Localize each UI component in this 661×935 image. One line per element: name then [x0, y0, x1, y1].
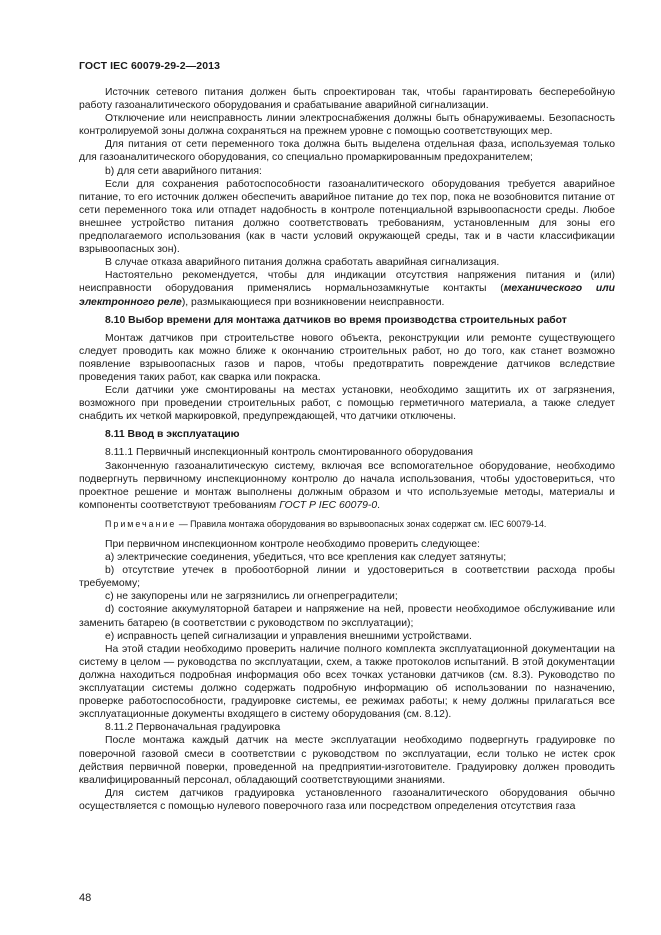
paragraph: В случае отказа аварийного питания должна сработать аварийная сигнализация. — [105, 257, 500, 269]
document-header: ГОСТ IEC 60079-29-2—2013 — [79, 60, 221, 72]
section-heading-8-11: 8.11 Ввод в эксплуатацию — [105, 429, 240, 441]
list-item: а) электрические соединения, убедиться, что все крепления как следует затянуты; — [105, 552, 507, 564]
paragraph: Источник сетевого питания должен быть спроектирован так, чтобы гарантировать бесперебойную работу газоаналитического оборудования и срабатывание аварийной сигнализации. — [79, 87, 615, 112]
paragraph: Если для сохранения работоспособности газоаналитического оборудования требуется аварийное питание, то его источник должен обеспечить аварийное питание до тех пор, пока не возобновится питание от сети переменного тока или отпадет надобность в контроле потенциальной взрывоопасности среды. Любое внешнее устройство питания должно соответствовать требованиям, установленным для зоны его предполагаемого использования (как в части условий окружающей среды, так и в части классификации взрывоопасных зон). — [79, 178, 615, 256]
section-heading-8-10: 8.10 Выбор времени для монтажа датчиков во время производства строительных работ — [105, 314, 567, 326]
paragraph: После монтажа каждый датчик на месте эксплуатации необходимо подвергнуть градуировке по поверочной газовой смеси в соответствии с руководством по эксплуатации, если только не истек срок действия первичной поверки, проведенной на предприятии-изготовителе. Градуировку должен проводить квалифицированный персонал, обладающий соответствующими знаниями. — [79, 735, 615, 786]
paragraph: Если датчики уже смонтированы на местах установки, необходимо защитить их от загрязнения, возможного при проведении строительных работ, с помощью герметичного материала, а также следует снабдить их четкой маркировкой, предупреждающей, что датчики отключены. — [79, 385, 615, 423]
note-text: — Правила монтажа оборудования во взрывоопасных зонах содержат см. IEC 60079-14. — [176, 518, 547, 529]
paragraph: При первичном инспекционном контроле необходимо проверить следующее: — [105, 539, 480, 550]
subsection-heading: 8.11.2 Первоначальная градуировка — [105, 722, 281, 734]
paragraph-text: Настоятельно рекомендуется, чтобы для индикации отсутствия напряжения питания и (или) неисправности оборудования применялись нормальнозамкнутые контакты ( — [79, 270, 615, 295]
paragraph-text: . — [377, 499, 381, 511]
standard-reference: ГОСТ Р IEC 60079-0 — [279, 499, 378, 511]
paragraph: Отключение или неисправность линии электроснабжения должны быть обнаруживаемы. Безопасность контролируемой зоны должна сохраняться на прежнем уровне с помощью соответствующих мер. — [79, 113, 615, 138]
note — [79, 518, 615, 531]
paragraph: Для систем датчиков градуировка установленного газоаналитического оборудования обычно осуществляется с помощью нулевого поверочного газа или посредством определения отсутствия газа — [79, 787, 615, 812]
paragraph: Монтаж датчиков при строительстве нового объекта, реконструкции или ремонте существующего следует проводить как можно ближе к окончанию строительных работ, но до того, как станет возможно появление взрывоопасных газов и паров, чтобы предотвратить повреждение датчиков вследствие проведения таких работ, как сварка или покраска. — [79, 332, 615, 383]
paragraph: Для питания от сети переменного тока должна быть выделена отдельная фаза, используемая только для газоаналитического оборудования, со специально промаркированным предохранителем; — [79, 139, 615, 164]
page-number: 48 — [79, 892, 92, 904]
list-item: c) не закупорены или не загрязнились ли огнепреградители; — [105, 591, 398, 603]
paragraph — [79, 269, 615, 308]
list-item: b) отсутствие утечек в пробоотборной линии и удостовериться в соответствии расхода пробы требуемому; — [79, 565, 615, 590]
subsection-heading: 8.11.1 Первичный инспекционный контроль смонтированного оборудования — [105, 447, 474, 459]
list-item: b) для сети аварийного питания: — [105, 165, 262, 177]
document-body — [79, 86, 615, 813]
paragraph — [79, 460, 615, 512]
paragraph-text: Законченную газоаналитическую систему, включая все вспомогательное оборудование, необходимо подвергнуть первичному инспекционному контролю до начала использования, чтобы удостовериться, что проектное решение и монтаж выполнены должным образом и что используемые методы, материалы и компоненты соответствуют требованиям — [79, 460, 615, 511]
paragraph: На этой стадии необходимо проверить наличие полного комплекта эксплуатационной документации на систему в целом — руководства по эксплуатации, схем, а также протоколов испытаний. В этой документации должна находиться подробная информация обо всех точках установки датчиков (см. 8.3). Руководство по эксплуатации системы должно содержать подробную информацию об использовании по назначению, проверке работоспособности, градуировке системы, ее режимах работы; к нему должны прилагаться все эксплуатационные документы входящего в систему оборудования (см. 8.12). — [79, 643, 615, 721]
list-item: е) исправность цепей сигнализации и управления внешними устройствами. — [105, 630, 472, 642]
note-label: Примечание — [105, 518, 177, 529]
list-item: d) состояние аккумуляторной батареи и напряжение на ней, провести необходимое обслуживание или заменить батарею (в соответствии с руководством по эксплуатации); — [79, 604, 615, 629]
emphasis-text: механического или электронного реле — [79, 283, 615, 308]
paragraph-text: ), размыкающиеся при возникновении неисправности. — [181, 296, 445, 308]
